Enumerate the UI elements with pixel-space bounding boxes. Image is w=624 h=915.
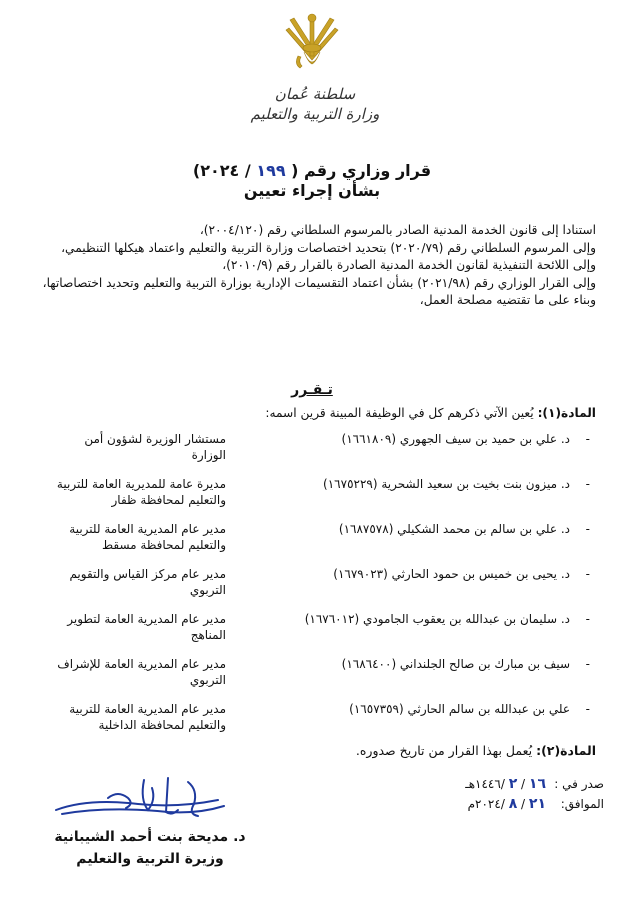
signatory-title: وزيرة التربية والتعليم [76, 851, 224, 867]
appointee-position: مدير عام المديرية العامة لتطوير المناهج [67, 612, 226, 642]
appointee-position: مدير عام المديرية العامة للتربية والتعليم لمحافظة مسقط [69, 522, 226, 552]
appointee-name: د. سليمان بن عبدالله بن يعقوب الجامودي (١٦٧٦٠١٢) [304, 612, 570, 626]
sultanate-name: سلطنة عُمان [274, 85, 356, 103]
issued-year: /١٤٤٦هـ [465, 777, 505, 791]
corresponding-date-row [304, 794, 604, 814]
appointee-position: مديرة عامة للمديرية العامة للتربية والتعليم لمحافظة ظفار [56, 477, 226, 507]
list-dash: - [585, 657, 590, 671]
decision-subject: بشأن إجراء تعيين [243, 181, 381, 200]
article-1 [21, 404, 596, 422]
list-dash: - [585, 522, 590, 536]
list-dash: - [585, 477, 590, 491]
preamble [21, 222, 596, 310]
corresponding-day: ٢١ [528, 796, 546, 812]
signatory-name: د. مديحة بنت أحمد الشيبانية [54, 829, 246, 845]
appointment-row [21, 563, 596, 608]
appointee-name: د. علي بن سالم بن محمد الشكيلي (١٦٨٧٥٧٨) [338, 522, 570, 536]
preamble-line: استنادا إلى قانون الخدمة المدنية الصادر بالمرسوم السلطاني رقم (٢٠٠٤/١٢٠)، [199, 223, 596, 237]
ministry-name: وزارة التربية والتعليم [250, 105, 380, 123]
article-1-label: المادة(١): [537, 406, 596, 420]
appointee-position: مدير عام مركز القياس والتقويم التربوي [69, 567, 226, 597]
article-2-text: يُعمل بهذا القرار من تاريخ صدوره. [355, 743, 537, 758]
list-dash: - [585, 702, 590, 716]
appointment-row [21, 608, 596, 653]
appointee-position: مدير عام المديرية العامة للتربية والتعليم لمحافظة الداخلية [69, 702, 226, 732]
issued-date-row [304, 774, 604, 794]
issued-day: ١٦ [528, 776, 546, 792]
preamble-line: وإلى القرار الوزاري رقم (٢٠٢١/٩٨) بشأن اعتماد التقسيمات الإدارية بوزارة التربية والتعليم وتحديد اختصاصاتها، [42, 275, 596, 290]
issue-dates [304, 774, 604, 814]
handwritten-signature [48, 770, 238, 830]
list-dash: - [585, 432, 590, 446]
signatory [40, 826, 260, 870]
decision-title [0, 160, 624, 182]
corresponding-month: ٨ [508, 796, 518, 812]
preamble-line: وإلى اللائحة التنفيذية لقانون الخدمة المدنية الصادرة بالقرار رقم (٢٠١٠/٩)، [222, 258, 596, 272]
list-dash: - [585, 612, 590, 626]
decision-number: ١٩٩ [256, 161, 286, 180]
issued-date: ١٦ / ٢ /١٤٤٦هـ [465, 776, 546, 792]
appointee-name: د. ميزون بنت بخيت بن سعيد الشحرية (١٦٧٥٢٢٩) [323, 477, 570, 491]
article-1-text: يُعين الآتي ذكرهم كل في الوظيفة المبينة قرين اسمه: [265, 406, 538, 420]
list-dash: - [585, 567, 590, 581]
appointment-row [21, 428, 596, 473]
issued-month: ٢ [508, 776, 518, 792]
corresponding-label: الموافق: [560, 797, 604, 811]
appointee-name: د. علي بن حميد بن سيف الجهوري (١٦٦١٨٠٩) [341, 432, 570, 446]
article-2 [21, 742, 596, 760]
decides-heading: تـقـرر [291, 382, 333, 398]
appointee-name: سيف بن مبارك بن صالح الجلنداني (١٦٨٦٤٠٠) [341, 657, 570, 671]
appointments-list [21, 428, 596, 743]
preamble-line: وإلى المرسوم السلطاني رقم (٢٠٢٠/٧٩) بتحديد اختصاصات وزارة التربية والتعليم واعتماد هيكلها التنظيمي، [61, 240, 596, 255]
appointment-row [21, 518, 596, 563]
article-2-label: المادة(٢): [536, 743, 596, 758]
corresponding-year: /٢٠٢٤م [467, 797, 505, 811]
appointment-row [21, 473, 596, 518]
appointment-row [21, 698, 596, 743]
title-prefix: قرار وزاري رقم ( [291, 161, 432, 180]
oman-emblem-icon [280, 12, 344, 74]
appointee-position: مستشار الوزيرة لشؤون أمن الوزارة [84, 432, 226, 462]
appointee-name: د. يحيى بن خميس بن حمود الحارثي (١٦٧٩٠٢٣) [333, 567, 570, 581]
title-suffix: / ٢٠٢٤) [192, 161, 251, 180]
appointee-position: مدير عام المديرية العامة للإشراف التربوي [57, 657, 226, 687]
preamble-line: وبناء على ما تقتضيه مصلحة العمل، [419, 293, 596, 307]
appointment-row [21, 653, 596, 698]
issued-label: صدر في : [554, 777, 604, 791]
appointee-name: علي بن عبدالله بن سالم الحارثي (١٦٥٧٣٥٩) [349, 702, 570, 716]
ministry-logotype [240, 84, 390, 124]
corresponding-date: ٢١ / ٨ /٢٠٢٤م [467, 796, 546, 812]
